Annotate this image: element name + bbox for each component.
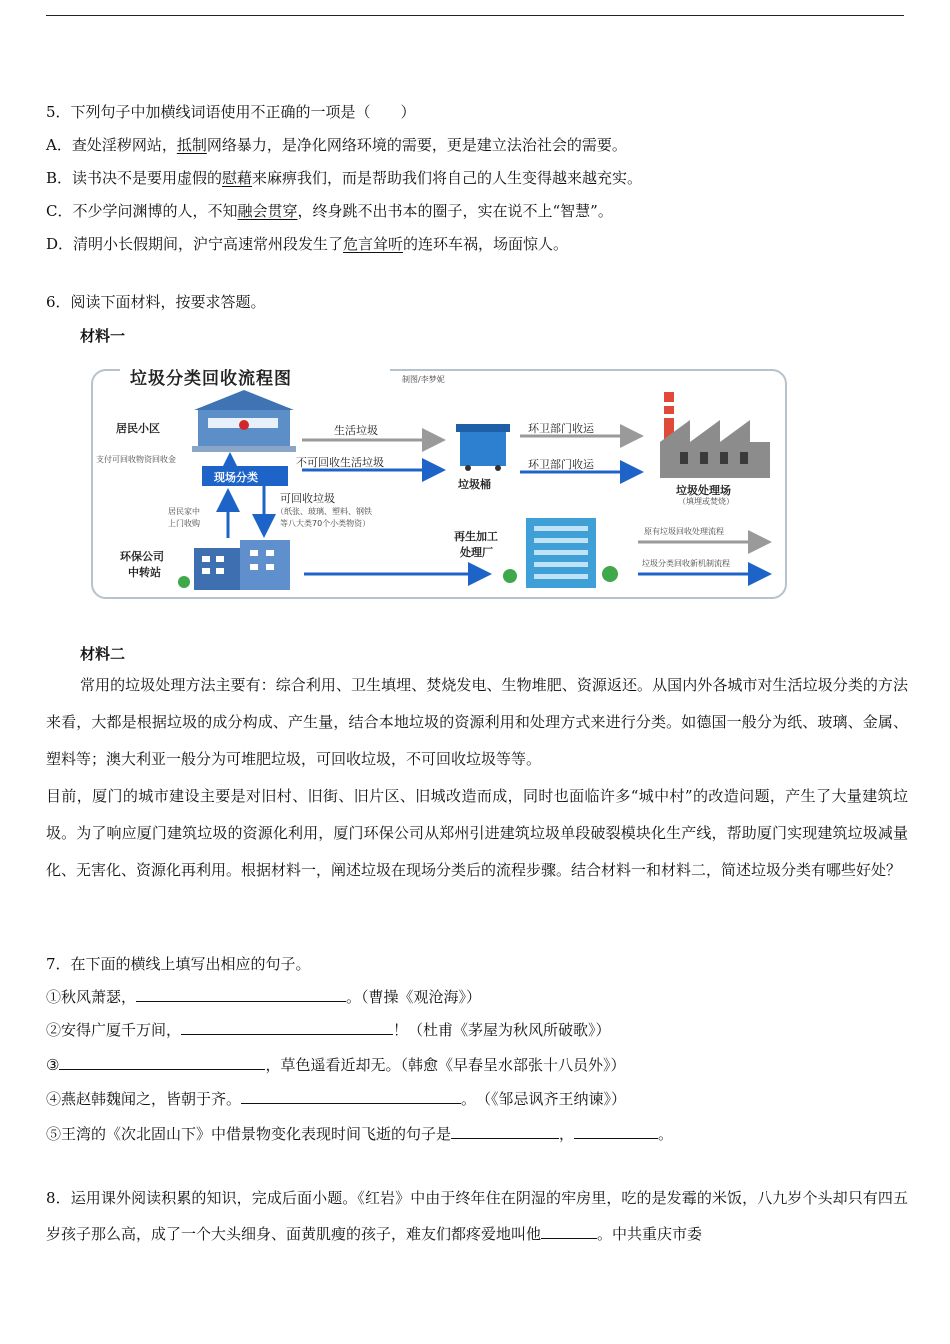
label-household-note-1: 居民家中 [168,507,200,516]
recycling-flow-diagram [90,360,788,600]
label-domestic: 生活垃圾 [334,424,378,437]
q8-text-post: 。中共重庆市委 [597,1225,703,1243]
answer-blank-3[interactable] [59,1055,265,1070]
q7-line-3 [46,1055,625,1075]
option-c-pre: C．不少学问渊博的人，不知 [46,202,238,220]
q7-l5-mid: ， [559,1125,575,1143]
q7-l1-post: 。（曹操《观沧海》） [346,988,482,1006]
q7-l3-post: ，草色遥看近却无。（韩愈《早春呈水部张十八员外》） [265,1056,626,1074]
answer-blank-4[interactable] [241,1089,461,1104]
q7-line-1 [46,987,481,1007]
label-residential: 居民小区 [116,422,160,435]
option-d-pre: D．清明小长假期间，沪宁高速常州段发生了 [46,235,344,253]
label-recyclable: 可回收垃圾 [280,492,335,505]
option-d-underlined: 危言耸听 [343,235,404,253]
material-two-label: 材料二 [80,645,126,663]
q6-stem: 6．阅读下面材料，按要求答题。 [46,293,266,311]
label-bin: 垃圾桶 [458,478,491,491]
label-recyclable-note-2: 等八大类70个小类物资） [280,519,371,528]
label-household-note-2: 上门收购 [168,519,200,528]
material-two-text [46,667,908,889]
legend-new-label: 垃圾分类回收新机制流程 [642,559,730,568]
label-transfer-1: 环保公司 [120,550,164,563]
q7-l4-post: 。 （《邹忌讽齐王纳谏》） [461,1090,627,1108]
option-b-pre: B．读书决不是要用虚假的 [46,169,223,187]
label-nonrecyclable: 不可回收生活垃圾 [296,456,384,469]
q7-l5-pre: ⑤王湾的《次北固山下》中借景物变化表现时间飞逝的句子是 [46,1125,452,1143]
label-sanitation-2: 环卫部门收运 [528,458,594,471]
q7-line-4 [46,1089,626,1109]
q7-l3-pre: ③ [46,1056,60,1074]
q7-l2-post: ！（杜甫《茅屋为秋风所破歌》） [393,1021,611,1039]
option-b-post: 来麻痹我们，而是帮助我们将自己的人生变得越来越充实。 [252,169,643,187]
option-a-underlined: 抵制 [176,136,207,154]
header-rule [46,15,904,16]
q8-text [46,1180,908,1252]
label-onsite: 现场分类 [214,471,258,484]
label-plant: 垃圾处理场 [676,484,731,497]
material-one-label: 材料一 [80,327,126,345]
q7-stem: 7．在下面的横线上填写出相应的句子。 [46,955,311,973]
label-plant-note: （填埋或焚烧） [678,497,734,506]
label-pay-note: 支付可回收物资回收金 [96,455,176,464]
option-d-post: 的连环车祸，场面惊人。 [403,235,569,253]
answer-blank-2[interactable] [181,1020,393,1035]
answer-blank-q8[interactable] [541,1224,597,1239]
option-a-post: 网络暴力，是净化网络环境的需要，更是建立法治社会的需要。 [206,136,627,154]
trash-bin-icon [456,424,510,471]
diagram-title: 垃圾分类回收流程图 [130,369,292,389]
diagram-credit: 制图/李梦妮 [402,375,445,384]
q8-text-pre: 8．运用课外阅读积累的知识，完成后面小题。《红岩》中由于终年住在阴湿的牢房里，吃的是发霉的米饭，八九岁个头却只有四五岁孩子那么高，成了一个大头细身、面黄肌瘦的孩子，难友们都疼爱地叫他 [46,1189,908,1243]
answer-blank-1[interactable] [136,987,346,1002]
q5-option-a[interactable] [46,135,627,155]
label-reprocess-2: 处理厂 [460,546,493,559]
label-recyclable-note-1: （纸张、玻璃、塑料、钢铁 [276,507,372,516]
q7-line-5 [46,1124,673,1144]
q7-l1-pre: ①秋风萧瑟， [46,988,137,1006]
q7-l5-post: 。 [658,1125,674,1143]
label-transfer-2: 中转站 [128,566,161,579]
q5-stem: 5．下列句子中加横线词语使用不正确的一项是（ ） [46,103,416,121]
legend-old-label: 原有垃圾回收处理流程 [644,527,724,536]
answer-blank-5a[interactable] [451,1124,559,1139]
q7-l2-pre: ②安得广厦千万间， [46,1021,182,1039]
q7-line-2 [46,1020,611,1040]
material-two-paragraph-1: 常用的垃圾处理方法主要有：综合利用、卫生填埋、焚烧发电、生物堆肥、资源返还。从国内外各城市对生活垃圾分类的方法来看，大都是根据垃圾的成分构成、产生量，结合本地垃圾的资源利用和处理方式来进行分类。如德国一般分为纸、玻璃、金属、塑料等；澳大利亚一般分为可堆肥垃圾，可回收垃圾，不可回收垃圾等等。 [46,676,908,768]
q5-option-d[interactable] [46,234,568,254]
option-c-underlined: 融会贯穿 [237,202,298,220]
answer-blank-5b[interactable] [574,1124,658,1139]
option-b-underlined: 慰藉 [222,169,253,187]
label-reprocess-1: 再生加工 [454,530,498,543]
material-two-paragraph-2: 目前，厦门的城市建设主要是对旧村、旧街、旧片区、旧城改造而成，同时也面临许多“城中村”的改造问题，产生了大量建筑垃圾。为了响应厦门建筑垃圾的资源化利用，厦门环保公司从郑州引进建筑垃圾单段破裂模块化生产线，帮助厦门实现建筑垃圾减量化、无害化、资源化再利用。根据材料一，阐述垃圾在现场分类后的流程步骤。结合材料一和材料二，简述垃圾分类有哪些好处？ [46,787,908,879]
option-a-pre: A．查处淫秽网站， [46,136,177,154]
option-c-post: ，终身跳不出书本的圈子，实在说不上“智慧”。 [297,202,613,220]
label-sanitation-1: 环卫部门收运 [528,422,594,435]
q5-option-c[interactable] [46,201,613,221]
q5-option-b[interactable] [46,168,642,188]
q7-l4-pre: ④燕赵韩魏闻之，皆朝于齐。 [46,1090,242,1108]
